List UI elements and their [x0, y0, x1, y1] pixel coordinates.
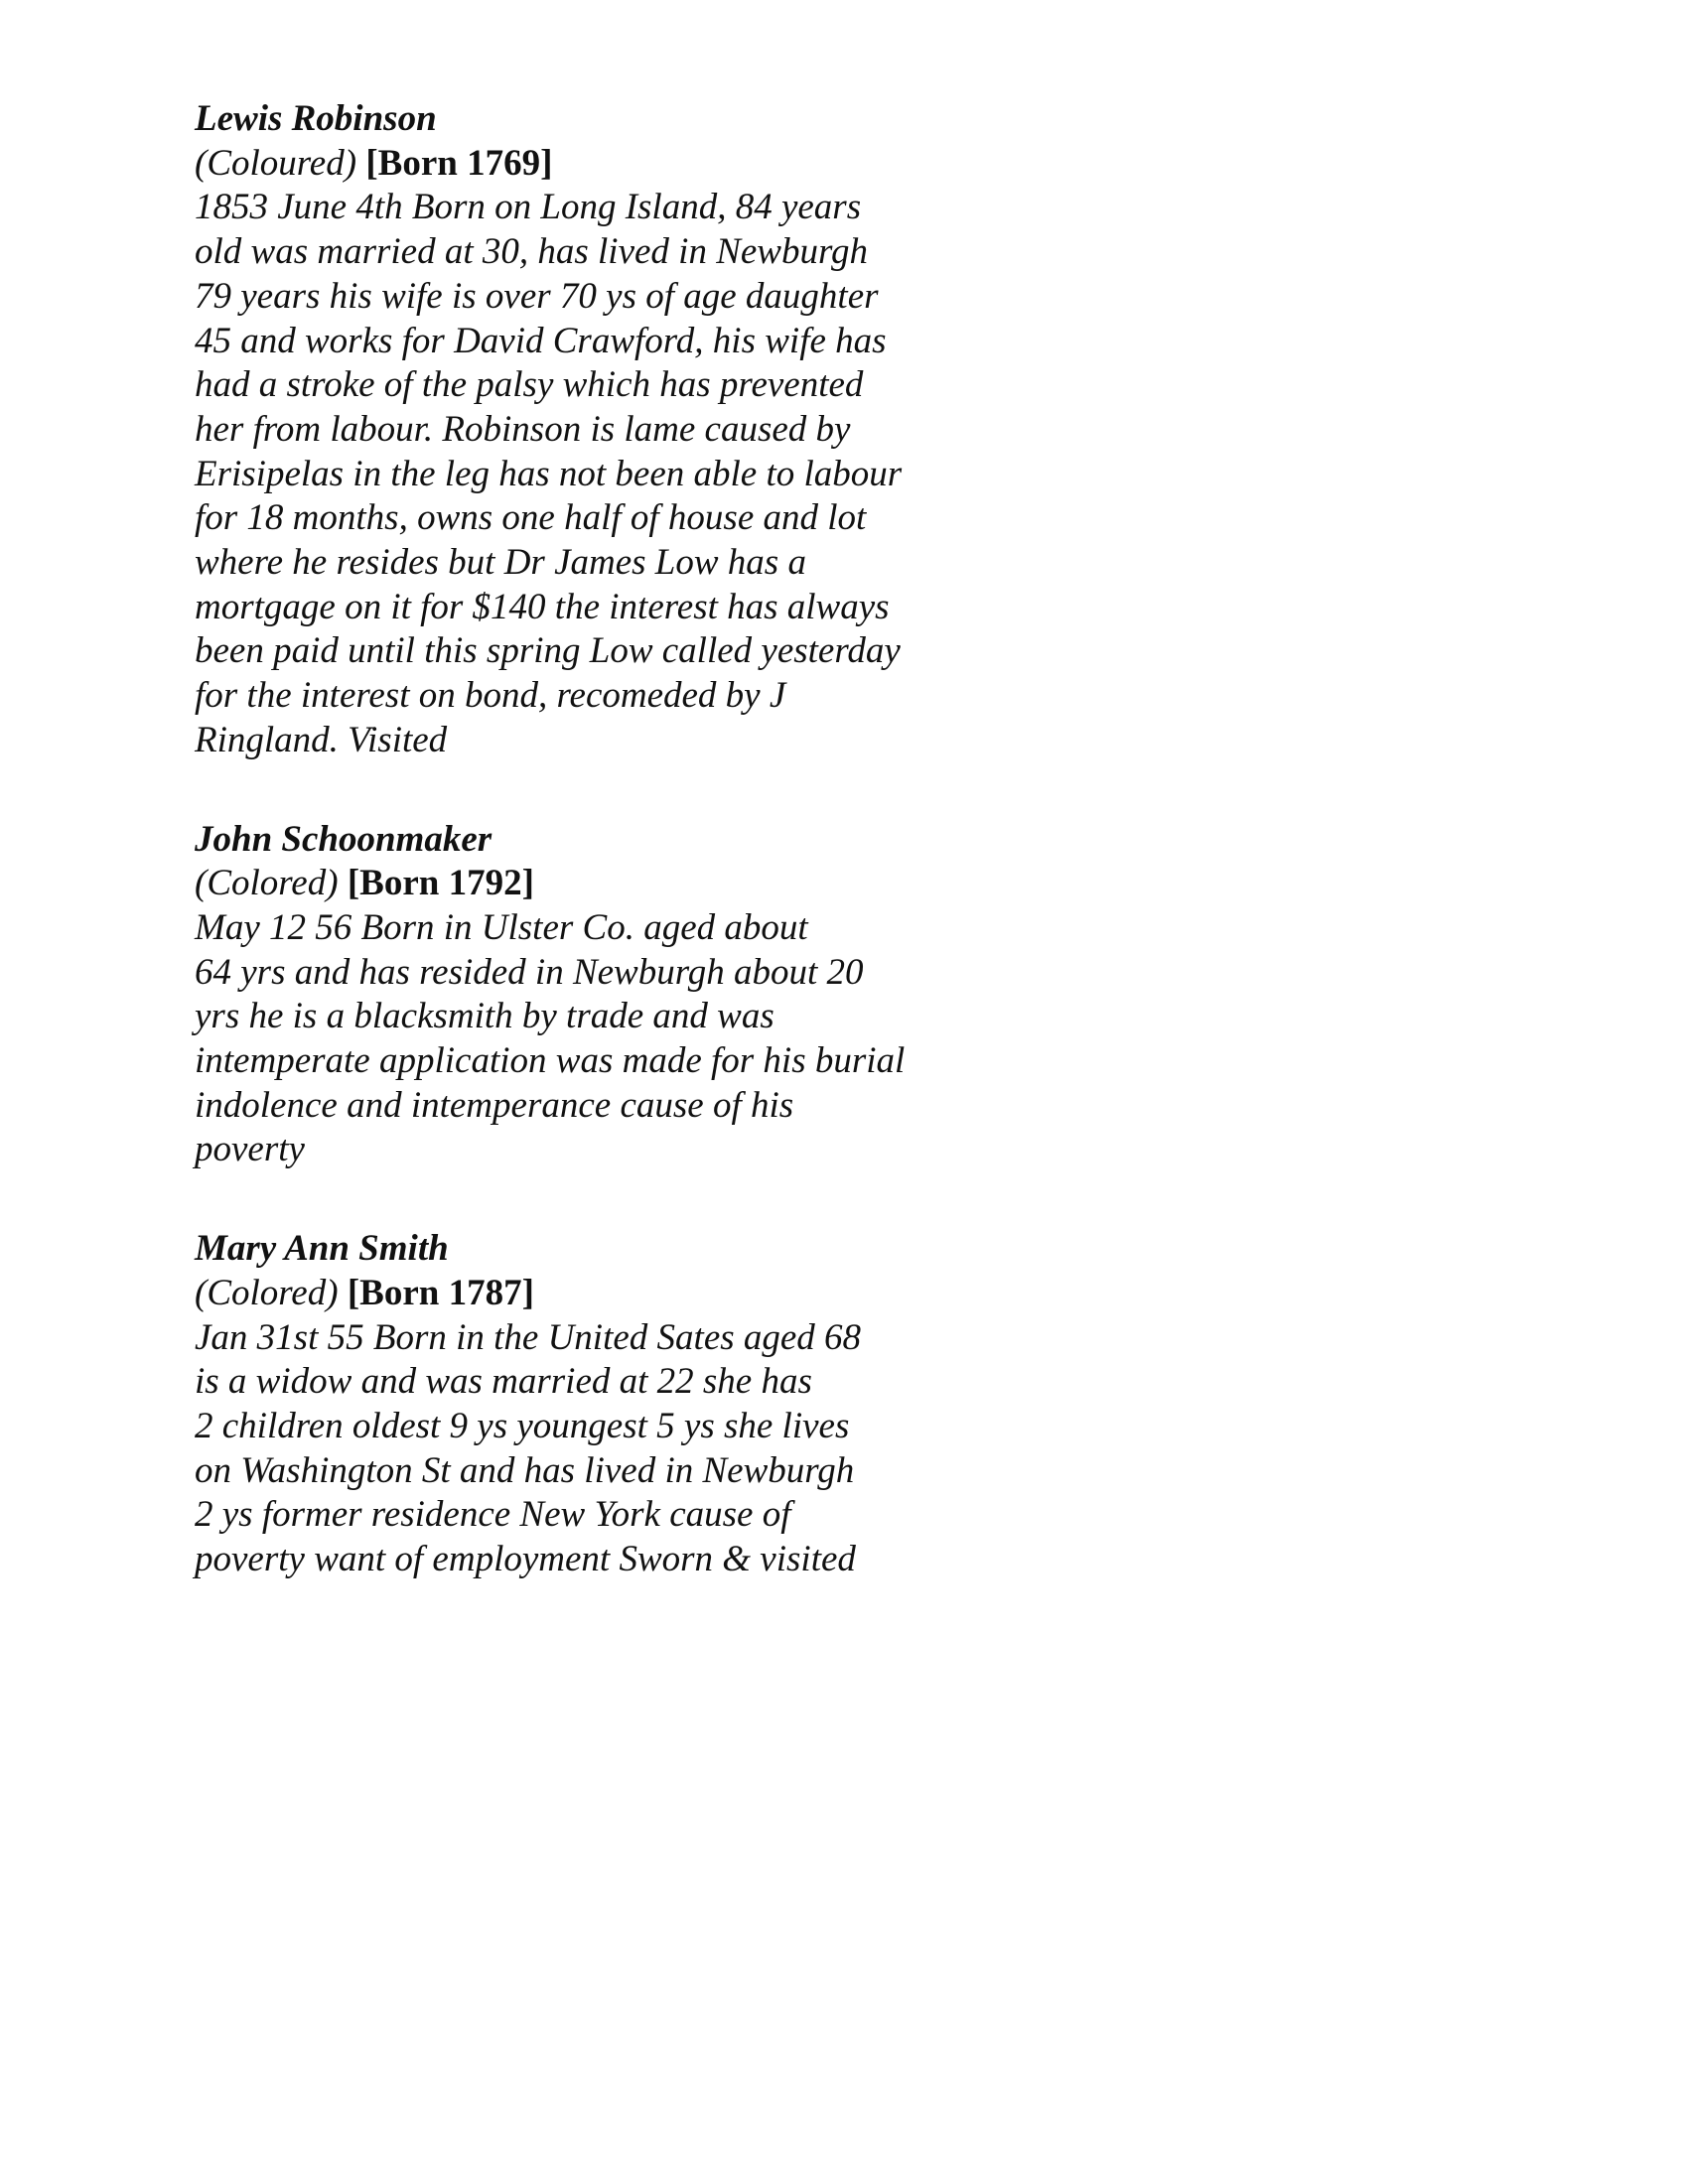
entry-born: [Born 1769]	[365, 142, 553, 184]
entry-text-line: for 18 months, owns one half of house and lot	[195, 497, 867, 539]
entry-text-line: May 12 56 Born in Ulster Co. aged about	[195, 906, 808, 948]
entry-text-line: her from labour. Robinson is lame caused by	[195, 408, 851, 450]
entry-born: [Born 1787]	[347, 1272, 534, 1313]
entry-text-line: is a widow and was married at 22 she has	[195, 1361, 812, 1403]
entry-text-line: 64 yrs and has resided in Newburgh about 20	[195, 951, 864, 993]
entry-lewis-robinson	[195, 97, 969, 763]
entry-text-line: poverty want of employment Sworn & visited	[195, 1539, 856, 1580]
entry-text-line: 2 ys former residence New York cause of	[195, 1494, 791, 1536]
entry-text-line: yrs he is a blacksmith by trade and was	[195, 996, 774, 1037]
entry-text-line: where he resides but Dr James Low has a	[195, 542, 806, 584]
entry-name: John Schoonmaker	[195, 818, 492, 860]
text-column	[195, 97, 969, 1637]
entry-header-line	[195, 142, 969, 187]
entry-text-line: 45 and works for David Crawford, his wife has	[195, 320, 887, 361]
entry-text-line: indolence and intemperance cause of his	[195, 1084, 794, 1126]
entry-text-line: 2 children oldest 9 ys youngest 5 ys she lives	[195, 1405, 850, 1446]
entry-john-schoonmaker	[195, 818, 969, 1173]
entry-text-line: intemperate application was made for his burial	[195, 1040, 906, 1082]
entry-mary-ann-smith	[195, 1227, 969, 1582]
entry-text-line: poverty	[195, 1129, 305, 1170]
entry-status: (Colored)	[195, 1272, 339, 1313]
entry-text-line: been paid until this spring Low called yesterday	[195, 630, 901, 672]
entry-text-line: old was married at 30, has lived in Newburgh	[195, 231, 868, 273]
entry-text-line: for the interest on bond, recomeded by J	[195, 675, 786, 717]
entry-text-line: Ringland. Visited	[195, 719, 448, 760]
entry-status: (Colored)	[195, 863, 339, 904]
entry-name: Lewis Robinson	[195, 98, 437, 139]
entry-header-line	[195, 862, 969, 906]
entry-text-line: Jan 31st 55 Born in the United Sates aged 68	[195, 1316, 862, 1358]
entry-text-line: had a stroke of the palsy which has prevented	[195, 364, 864, 406]
entry-text-line: 79 years his wife is over 70 ys of age daughter	[195, 275, 879, 317]
entry-born: [Born 1792]	[347, 863, 534, 904]
entry-status: (Coloured)	[195, 142, 357, 184]
entry-text-line: Erisipelas in the leg has not been able to labour	[195, 453, 903, 494]
entry-name: Mary Ann Smith	[195, 1228, 449, 1270]
entry-text-line: on Washington St and has lived in Newburgh	[195, 1449, 855, 1491]
entry-header-line	[195, 1272, 969, 1316]
entry-text-line: 1853 June 4th Born on Long Island, 84 years	[195, 187, 862, 228]
entry-text-line: mortgage on it for $140 the interest has always	[195, 586, 890, 627]
